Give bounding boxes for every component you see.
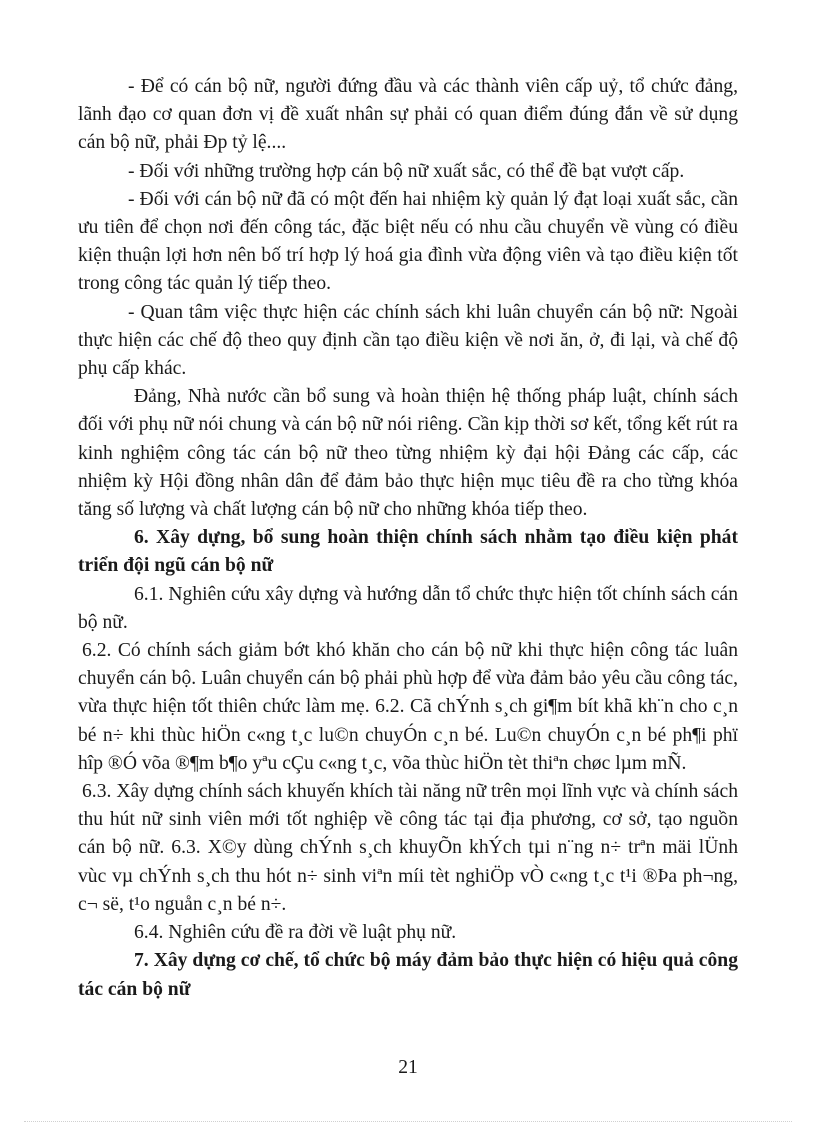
page-number: 21 xyxy=(398,1057,418,1078)
paragraph-6-4: 6.4. Nghiên cứu đề ra đời về luật phụ nữ. xyxy=(134,922,457,944)
paragraph-female-cadre-viewpoint: - Để có cán bộ nữ, người đứng đầu và các thành viên cấp uỷ, tổ chức đảng, lãnh đạo cơ quan đơn vị đề xuất nhân sự phải có quan điểm đúng đắn về sử dụng cán bộ nữ, phải Đp tỷ lệ.... xyxy=(78,76,738,154)
paragraph-6-1: 6.1. Nghiên cứu xây dựng và hướng dẫn tổ chức thực hiện tốt chính sách cán bộ nữ. xyxy=(78,583,738,633)
page-bottom-divider xyxy=(24,1121,792,1122)
document-body xyxy=(78,73,738,1004)
section-heading-6: 6. Xây dựng, bổ sung hoàn thiện chính sách nhằm tạo điều kiện phát triển đội ngũ cán bộ nữ xyxy=(78,527,738,577)
paragraph-6-3: 6.3. Xây dựng chính sách khuyến khích tài năng nữ trên mọi lĩnh vực và chính sách thu hút nữ sinh viên mới tốt nghiệp về công tác tại địa phương, cơ sở, tạo nguồn cán bộ nữ. 6.3. X©y dùng chÝnh s¸ch khuyÕn khÝch tµi n¨ng n÷ trªn mäi lÜnh vùc vµ chÝnh s¸ch thu hót n÷ sinh viªn míi tèt nghiÖp vÒ c«ng t¸c t¹i ®Þa ph¬ng, c¬ së, t¹o nguån c¸n bé n÷. xyxy=(78,781,738,915)
paragraph-rotation-policies: - Quan tâm việc thực hiện các chính sách khi luân chuyển cán bộ nữ: Ngoài thực hiện các chế độ theo quy định cần tạo điều kiện về nơi ăn, ở, đi lại, và chế độ phụ cấp khác. xyxy=(78,301,738,380)
paragraph-party-state-legislation: Đảng, Nhà nước cần bổ sung và hoàn thiện hệ thống pháp luật, chính sách đối với phụ nữ nói chung và cán bộ nữ nói riêng. Cần kịp thời sơ kết, tổng kết rút ra kinh nghiệm công tác cán bộ nữ theo từng nhiệm kỳ đại hội Đảng các cấp, các nhiệm kỳ Hội đồng nhân dân để đảm bảo thực hiện mục tiêu đề ra cho từng khóa tăng số lượng và chất lượng cán bộ nữ cho những khóa tiếp theo. xyxy=(78,386,738,521)
paragraph-exceptional-promotion: - Đối với những trường hợp cán bộ nữ xuất sắc, có thể đề bạt vượt cấp. xyxy=(128,160,685,182)
paragraph-priority-assignment: - Đối với cán bộ nữ đã có một đến hai nhiệm kỳ quản lý đạt loại xuất sắc, cần ưu tiên để chọn nơi đến công tác, đặc biệt nếu có nhu cầu chuyển về vùng có điều kiện thuận lợi hơn nên bố trí hợp lý hoá gia đình vừa động viên và tạo điều kiện tốt trong công tác quản lý tiếp theo. xyxy=(78,188,738,295)
paragraph-6-2: 6.2. Có chính sách giảm bớt khó khăn cho cán bộ nữ khi thực hiện công tác luân chuyển cán bộ. Luân chuyển cán bộ phải phù hợp để vừa đảm bảo yêu cầu công tác, vừa thực hiện tốt thiên chức làm mẹ. 6.2. Cã chÝnh s¸ch gi¶m bít khã kh¨n cho c¸n bé n÷ khi thùc hiÖn c«ng t¸c lu©n chuyÓn c¸n bé. Lu©n chuyÓn c¸n bé ph¶i phï hîp ®Ó võa ®¶m b¶o yªu cÇu c«ng t¸c, võa thùc hiÖn tèt thiªn chøc lµm mÑ. xyxy=(78,640,738,774)
section-heading-7: 7. Xây dựng cơ chế, tổ chức bộ máy đảm bảo thực hiện có hiệu quả công tác cán bộ nữ xyxy=(78,950,738,1000)
